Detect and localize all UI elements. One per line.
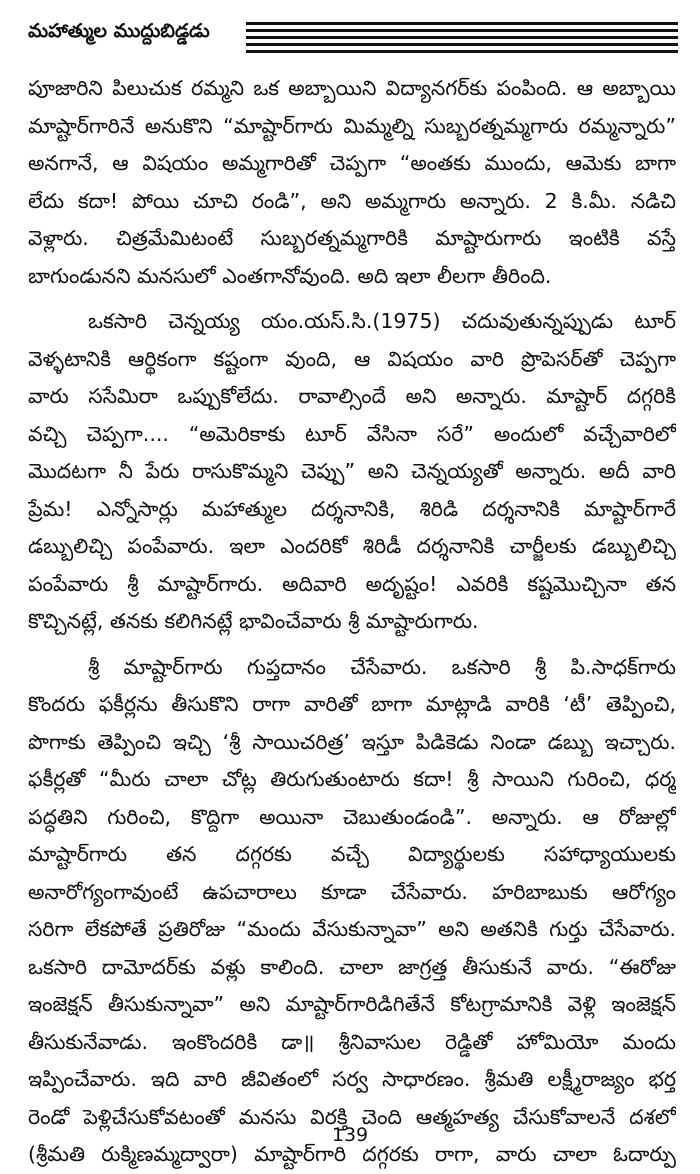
text-line: ఫకీర్లతో “మీరు చాలా చోట్ల తిరుగుతుంటారు కదా! శ్రీ సాయిని గురించి, ధర్మ xyxy=(28,767,676,791)
text-line: పొగాకు తెప్పించి ఇచ్చి ‘శ్రీ సాయిచరిత్ర’ ఇస్తూ పిడికెడు నిండా డబ్బు ఇచ్చారు. xyxy=(28,729,676,754)
text-line: బాగుండునని మనసులో ఎంతగానోవుంది. అది ఇలా లీలగా తీరింది. xyxy=(28,263,552,288)
page-body xyxy=(28,70,676,1174)
text-line: ఇప్పించేవారు. ఇది వారి జీవితంలో సర్వ సాధారణం. శ్రీమతి లక్ష్మీరాజ్యం భర్త xyxy=(28,1067,676,1091)
text-line: మాష్టార్‌గారినే అనుకొని “మాష్టార్‌గారు మిమ్మల్ని సుబ్బరత్నమ్మగారు రమ్మన్నారు” xyxy=(28,113,676,138)
text-line: వెళ్ళటానికి ఆర్థికంగా కష్టంగా వుంది, ఆ విషయం వారి ప్రొపెసర్‌తో చెప్పగా xyxy=(28,346,676,371)
text-line: ఇంజెక్షన్ తీసుకున్నావా” అని మాష్టార్‌గారిడిగితేనే కోటగ్రామానికి వెళ్లి ఇంజెక్షన్ xyxy=(28,992,676,1016)
text-line: పద్ధతిని గురించి, కొద్దిగా అయినా చెబుతుండండి”. అన్నారు. ఆ రోజుల్లో xyxy=(28,804,676,829)
text-line: వెళ్లారు. చిత్రమేమిటంటే సుబ్బరత్నమ్మగారికి మాష్టారుగారు ఇంటికి వస్తే xyxy=(28,226,676,250)
text-line: రెండో పెళ్లిచేసుకోవటంతో మనసు విరక్తి చెంది ఆత్మహత్య చేసుకోవాలనే దశలో xyxy=(28,1104,676,1129)
header-rule-line xyxy=(246,50,678,53)
text-line: శ్రీ మాష్టార్‌గారు గుప్తదానం చేసేవారు. ఒకసారి శ్రీ పి.సాధక్‌గారు xyxy=(88,654,676,679)
header-rules xyxy=(246,22,678,57)
text-line: వచ్చి చెప్పగా.... “అమెరికాకు టూర్ వేసినా సరే” అందులో వచ్చేవారిలో xyxy=(28,421,676,446)
text-line: పంపేవారు శ్రీ మాష్టార్‌గారు. అదివారి అదృష్టం! ఎవరికి కష్టమొచ్చినా తన xyxy=(28,571,676,596)
text-line: అనగానే, ఆ విషయం అమ్మగారితో చెప్పగా “అంతకు ముందు, ఆమెకు బాగా xyxy=(28,151,676,175)
text-line: ఒకసారి చెన్నయ్య యం.యస్.సి.(1975) చదువుతున్నప్పుడు టూర్ xyxy=(88,309,676,333)
header-rule-line xyxy=(246,36,678,39)
paragraph-2 xyxy=(28,303,676,641)
header-rule-line xyxy=(246,43,678,46)
text-line: కొచ్చినట్లే, తనకు కలిగినట్లే భావించేవారు శ్రీ మాష్టారుగారు. xyxy=(28,609,479,633)
text-line: ప్రేమ! ఎన్నోసార్లు మహాత్ముల దర్శనానికి, శిరిడి దర్శనానికి మాష్టార్‌గారే xyxy=(28,496,676,521)
text-line: కొందరు ఫకీర్లను తీసుకొని రాగా వారితో బాగా మాట్లాడి వారికి ‘టీ’ తెప్పించి, xyxy=(28,692,676,716)
paragraph-1 xyxy=(28,70,676,295)
text-line: (శ్రీమతి రుక్మిణమ్మద్వారా) మాష్టార్‌గారి దగ్గరకు రాగా, వారు చాలా ఓదార్పు xyxy=(28,1142,676,1166)
text-line: ఒకసారి దామోదర్‌కు వళ్లు కాలింది. చాలా జాగ్రత్త తీసుకునే వారు. “ఈరోజు xyxy=(28,954,676,979)
text-line: సరిగా లేకపోతే ప్రతిరోజు “మందు వేసుకున్నావా” అని అతనికి గుర్తు చేసేవారు. xyxy=(28,917,676,941)
text-line: మాష్టార్‌గారు తన దగ్గరకు వచ్చే విద్యార్థులకు సహాధ్యాయులకు xyxy=(28,842,676,866)
text-line: పూజారిని పిలుచుక రమ్మని ఒక అబ్బాయిని విద్యానగర్‌కు పంపింది. ఆ అబ్బాయి xyxy=(28,76,676,100)
text-line: లేదు కదా! పోయి చూచి రండి”, అని అమ్మగారు అన్నారు. 2 కి.మీ. నడిచి xyxy=(28,188,676,213)
text-line: వారు ససేమిరా ఒప్పుకోలేదు. రావాల్సిందే అని అన్నారు. మాష్టార్ దగ్గరికి xyxy=(28,384,676,408)
text-line: అనారోగ్యంగావుంటే ఉపచారాలు కూడా చేసేవారు. హరిబాబుకు ఆరోగ్యం xyxy=(28,879,676,904)
header-title: మహాత్ముల ముద్దుబిడ్డడు xyxy=(28,20,210,42)
text-line: డబ్బులిచ్చి పంపేవారు. ఇలా ఎందరికో శిరిడీ దర్శనానికి చార్జీలకు డబ్బులిచ్చి xyxy=(28,534,676,558)
text-line: మొదటగా నీ పేరు రాసుకొమ్మని చెప్పు” అని చెన్నయ్యతో అన్నారు. అదీ వారి xyxy=(28,459,676,483)
paragraph-3 xyxy=(28,649,676,1174)
page-number: 139 xyxy=(331,1124,369,1146)
header-rule-line xyxy=(246,29,678,32)
text-line: తీసుకునేవాడు. ఇంకొందరికి డా॥ శ్రీనివాసుల రెడ్డితో హోమియో మందు xyxy=(28,1029,676,1054)
header-rule-line xyxy=(246,22,678,25)
running-header xyxy=(28,14,678,62)
